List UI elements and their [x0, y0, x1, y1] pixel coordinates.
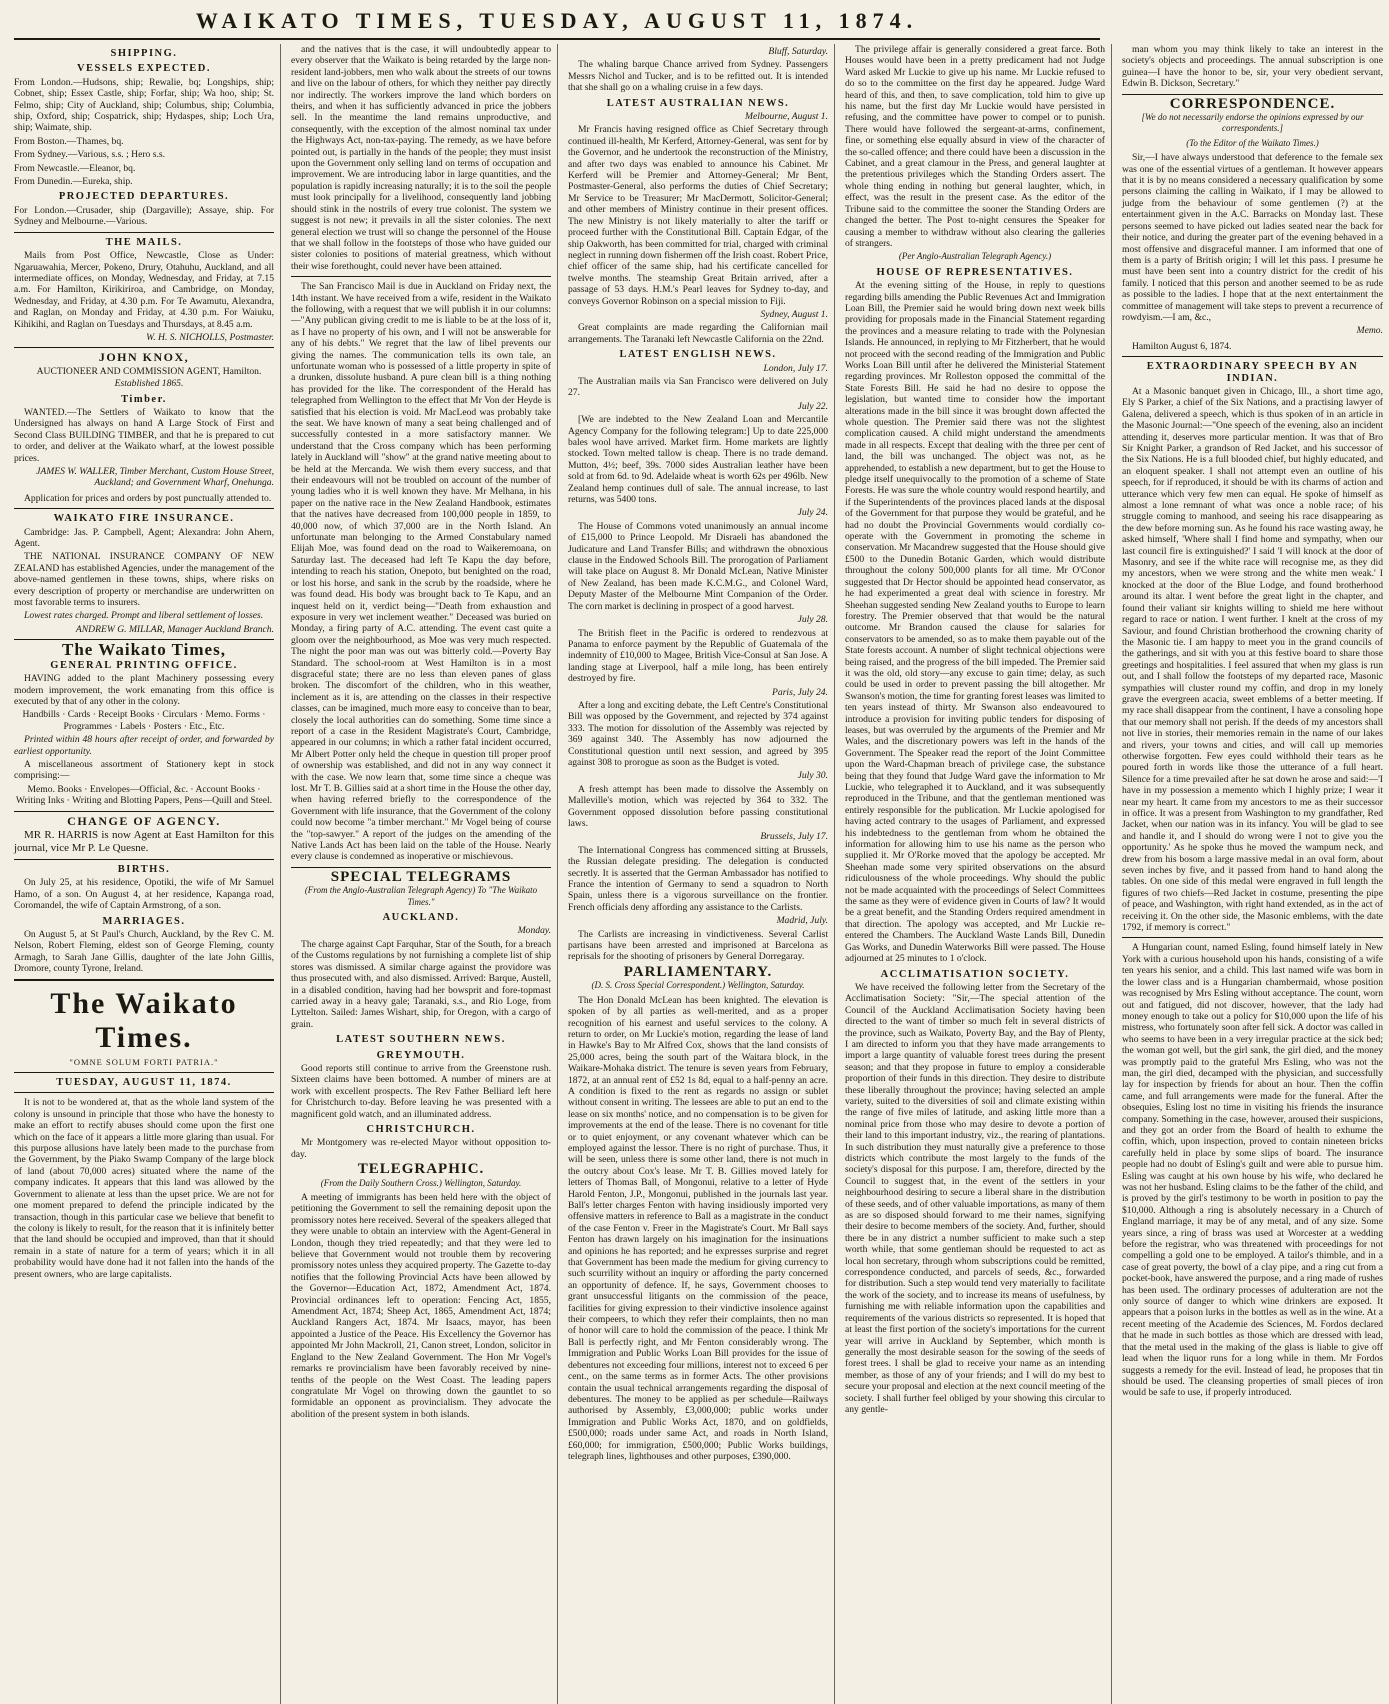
knox-name: JOHN KNOX, — [98, 350, 190, 365]
correspondence-note: [We do not necessarily endorse the opinions expressed by our correspondents.] — [1141, 112, 1364, 134]
births-heading: BIRTHS. — [117, 863, 171, 875]
births-text: On July 25, at his residence, Opotiki, the wife of Mr Samuel Hamo, of a son. On August 4, at her residence, Kapanga road, Coromandel, the wife of Captain Armstrong, of a son. — [14, 877, 274, 912]
sydney-text: Great complaints are made regarding the Californian mail arrangements. The Taranaki left Newcastle California on the 22nd. — [568, 322, 828, 345]
parliamentary-text: The Hon Donald McLean has been knighted. The elevation is spoken of by all parties as well-merited, and as a proper recognition of his earnest and useful services to the colony. A return to order, on Mr Luckie's motion, regarding the lease of land in Hawke's Bay to Mr Alfred Cox, shows that the land consists of 25,000 acres, being the south part of the Waitara block, in the Waikare-Mohaka district. The tenure is seven years from February, 1872, at an annual rent of £52 1s 8d, equal to a half-penny an acre. A condition is fixed to the rent as regards no assign or sublet without consent in writing. The lessees are able to put an end to the lease on six months' notice, and no compensation is to be given for improvements at the end of the lease. There is no covenant for title or to quiet enjoyment, or any covenant whatever which can be employed against the lessor. There is no right of purchase. Thus, it will be seen, unless there is some other land, there is not much in the outcry about Cox's lease. Mr T. B. Gillies moved lately for letters of Thomas Ball, of Mongonui, relative to a letter of Hyde Harold Fenton, J.P., Mongonui, published in the journals last year. Ball's letter charges Fenton with having insidiously imported very offensive matters in reference to Ball as a magistrate in the conduct of the case Fenton v. Freer in the Magistrate's Court. Mr Ball says Fenton has drawn largely on his imagination for the insinuations and opinions he has reported; and he expresses surprise and regret that Government has been made the medium for giving currency to such scurrility without an inquiry or affording the party concerned an opportunity of defence. If, he says, Government chooses to grant unsuccessful litigants on the commission of the peace, facilities for giving expression to their vindictive insolence against their compeers, to which they refer their complaints, then no man of honor will care to hold the commission of the peace. I think Mr Ball is perfectly right, and Mr Fenton considerably wrong. The Immigration and Public Works Loan Bill provides for the issue of debentures not exceeding four millions, interest not to exceed 6 per cent., on the same terms as in former Acts. The other provisions contain the usual technical arrangements regarding the disposal of debentures. The money to be applied as per schedule—Railways authorised by Assembly, £3,000,000; public works under Immigration and Public Works Act, 1870, and on goldfields, £500,000; roads under same Act, and roads in North Island, £60,000; for immigration, £500,000; Public Works buildings, telegraph lines, lighthouses and other purposes, £390,000. — [568, 994, 828, 1462]
news-items: The San Francisco Mail is due in Auckland on Friday next, the 14th instant. We have received from a wife, resident in the Waikato the following, with a request that we will publish it in our columns:—"Any publican giving credit to me is liable to be at the loss of it, as I have no property of his own, and I will not be answerable for any of his debts." We regret that the law of libel prevents our giving the names. The communication tells its own tale, an unfortunate woman who is possessed of a little property in spite of a drunken, dissolute husband. A pure clean bill is a thing nothing has provided for the like. The correspondent of the Herald has telegraphed from Wellington to the effect that Mr Von der Heyde is satisfied that his election is void. Mr MacLeod was probably take the seat. We have known of many a seat being challenged and of successfully contested in a more satisfactory manner. We understand that the Cross company which has been performing lately in Auckland will "show" at the grand native meeting about to be held at the Mercanda. We wish them every success, and that their endeavours will not be troubled on account of the number of young ladies who it is well known they have. Mr Melhana, in his paper on the native race in the New Zealand Handbook, estimates that the natives have decreased from 100,000 people in 1859, to 40,000 now, of which 37,000 are in the North Island. An unfortunate man belonging to the Armed Constabulary named Elijah Moe, was found dead on the road to Waikeremoana, on Saturday last. The deceased had left Te Kapu the day before, intending to reach his station, Onepoto, but benighted on the road, or lost his horse, and sank in the scrub by the roadside, where he was found dead. His body was brought back to Te Kapu, and an inquest held on it, verdict being—"Death from exhaustion and exposure in very wet inclement weather." Deceased was buried on Monday, a firing party of A.C. attending. The event cast quite a gloom over the neighbourhood, as Moe was very much respected. The night the poor man was out was bitterly cold.—Poverty Bay Standard. The school-room at West Hamilton is in a most disgraceful state; there are no less than eleven panes of glass broken. The discomfort of the children, who in this weather, inclement as it is, are attending on the classes in their respective classes, can be imagined, much more easy to conceive than to bear, closely the local authorities can do something. Some time since a report of a case in the Resident Magistrate's Court, Cambridge, appeared in our columns; in which a rather fatal incident occurred, Mr Albert Potter only held the cheque in question till proper proof of ownership was established, and did not in any way connect it with the case. We now learn that, some time since a cheque was lost. Mr T. B. Gillies said at a short time in the House the other day, when having referred briefly to the correspondence of the Government with life insurance, that the Government of the colony could now become "a timber merchant." Mr Vogel being of course the "top-sawyer." A report of the judges on the amending of the Native Lands Act has been laid on the table of the House. Nearly every clause is condemned as inoperative or mischievous. — [291, 281, 551, 863]
telegraphic-text: A meeting of immigrants has been held here with the object of petitioning the Government to sell the remaining deposit upon the promissory notes here received. Several of the speakers alleged that they were unable to obtain an interview with the Agent-General in London, though they tried repeatedly; and that they were led to believe that Government would not trouble them by recovering promissory notes unless they acquired property. The Gazette to-day notifies that the following Provincial Acts have been allowed by the Governor—Education Act, 1872, Amendment Act, 1874. Provincial ordinances left to operation: Fencing Act, 1855, Amendment Act, 1874; Sheep Act, 1865, Amendment Act, 1874; Auckland Rangers Act, 1874. Mr Isaacs, mayor, has been appointed a Justice of the Peace. His Excellency the Governor has appointed Mr John Mackroll, 21, Canon street, London, solicitor in England to the New Zealand Government. The Hon Mr Vogel's remarks re provincialism have been favorably received by nine-tenths of the people on the West Coast. The leading papers congratulate Mr Vogel on throwing down the gauntlet to so formidable an opponent as provincialism. They advocate the abolition of the present system in both islands. — [291, 1192, 551, 1420]
columns — [14, 44, 1383, 1704]
divider — [14, 1072, 274, 1073]
column-4 — [845, 44, 1112, 1704]
vessels-expected-heading: VESSELS EXPECTED. — [76, 63, 212, 75]
masthead: WAIKATO TIMES, TUESDAY, AUGUST 11, 1874. — [14, 8, 1100, 40]
printing-list: Handbills · Cards · Receipt Books · Circulars · Memo. Forms · Programmes · Labels · Posters · Etc., Etc. — [22, 709, 266, 732]
vessels-sydney: From Sydney.—Various, s.s. ; Hero s.s. — [14, 149, 166, 161]
christchurch-text: Mr Montgomery was re-elected Mayor without opposition to-day. — [291, 1137, 551, 1160]
vessels-expected-text: From London.—Hudsons, ship; Rewalie, bq; Longships, ship; Cobnet, ship; Essex Castle, ship; Forfar, ship; Wa hoo, ship; St. Felmo, ship; City of Auckland, ship; Columbus, ship; Columbia, ship, Oxford, ship; Cospatrick, ship; Hydaspes, ship; Loch Ura, ship; Waimate, ship. — [14, 76, 274, 134]
stationery-list: Memo. Books · Envelopes—Official, &c. · Account Books · Writing Inks · Writing and Blotting Papers, Pens—Quill and Steel. — [15, 783, 273, 807]
special-telegrams-sub: (From the Anglo-Australian Telegraph Agency) To "The Waikato Times." — [304, 885, 538, 907]
leader-text: It is not to be wondered at, that as the whole land system of the colony is unsound in principle that those who have the honesty to make an effort to rectify abuses should come upon the first one which on the face of it appears a little more glaring than usual. For this purpose allusions have lately been made to the purchase from the Government, by the Piako Swamp Company of the large block of land (about 70,000 acres) situated where the name of the company indicates. It appears that this land was allowed by the Government to alienate at less than the upset price. We are not for one moment prepared to defend the principle indicated by the transaction, though in this particular case we believe that benefit to the colony is likely to result, for the reason that it is infinitely better that the land should be occupied and improved, than that it should remain in a state of nature for a term of years; which it in all probability would have done had it not fallen into the hands of the present owners, who are large capitalists. — [14, 1097, 274, 1280]
correspondence-signature: Memo. — [1356, 325, 1383, 337]
change-agency-text: MR R. HARRIS is now Agent at East Hamilton for this journal, vice Mr P. Le Quesne. — [14, 828, 274, 854]
divider — [291, 276, 551, 277]
printing-heading: GENERAL PRINTING OFFICE. — [50, 659, 238, 671]
marriages-text: On August 5, at St Paul's Church, Auckland, by the Rev C. M. Nelson, Robert Fleming, eldest son of George Fleming, county Armagh, to Sarah Jane Gillis, daughter of the late John Gillis, Dromore, county Tyrone, Ireland. — [14, 929, 274, 975]
correspondence-heading: CORRESPONDENCE. — [1169, 95, 1336, 112]
indian-speech-heading: EXTRAORDINARY SPEECH BY AN INDIAN. — [1146, 361, 1359, 384]
australian-news-text: Mr Francis having resigned office as Chief Secretary through continued ill-health, Mr Kerferd, Attorney-General, was sent for by the Governor, and he undertook the reconstruction of the Ministry, and after two days was enabled to announce his Cabinet. Mr Kerferd will be Premier and Attorney-General; Mr Bent, Postmaster-General, also performs the duties of Chief Secretary; Mr Service to be Treasurer; Mr MacDermott, Solicitor-General; and other members of Ministry continue in their present offices. The new Ministry is not likely materially to alter the tariff or proceed further with the Constitutional Bill. Captain Edgar, of the ship Oakworth, has been committed for trial, charged with criminal neglect in running down fishermen off the Irish coast. Robert Price, chief officer of the same ship, had his certificate cancelled for twelve months. The steamship Great Britain arrived, after a passage of 53 days. H.M.'s Pearl leaves for Sydney to-day, and conveys Governor Robinson on a special mission to Fiji. — [568, 124, 828, 307]
dateline-july28: July 28. — [797, 614, 828, 626]
shipping-heading: SHIPPING. — [110, 48, 178, 59]
divider — [1122, 94, 1383, 95]
column-5 — [1122, 44, 1389, 1704]
bluff-text: The whaling barque Chance arrived from Sydney. Passengers Messrs Nichol and Tucker, and is to be refitted out. It is intended that she shall go on a whaling cruise in a few days. — [568, 59, 828, 94]
greymouth-heading: GREYMOUTH. — [376, 1049, 466, 1061]
mails-text: Mails from Post Office, Newcastle, Close as Under: Ngaruawahia, Mercer, Pokeno, Drury, Otahuhu, Auckland, and all intermediate offices, on Monday, Wednesday, and Friday, at 7.15 a.m. For Hamilton, Kirikiriroa, and Cambridge, on Monday, Wednesday, and Friday, at 4.30 p.m. For Te Awamutu, Alexandra, and Raglan, on Monday and Friday, at 4.30 p.m. For Waiuku, Kihikihi, and Raglan on Tuesdays and Thursdays, at 8.45 a.m. — [14, 250, 274, 330]
english-text-3: The House of Commons voted unanimously an annual income of £15,000 to Prince Leopold. Mr Disraeli has abandoned the Judicature and Land Transfer Bills; and withdrawn the obnoxious clause in the Endowed Schools Bill. The prorogation of Parliament will take place on August 8. Mr Donald McLean, Native Minister of New Zealand, has been made K.C.M.G., and Colonel Ward, Deputy Master of the Melbourne Mint Companion of the Order. The corn market is declining in prospect of a good harvest. — [568, 520, 828, 612]
vessels-other: From Dunedin.—Eureka, ship. — [14, 176, 133, 188]
knox-ad — [14, 352, 274, 389]
printing-note: Printed within 48 hours after receipt of order, and forwarded by earliest opportunity. — [14, 734, 274, 757]
london-dateline: London, July 17. — [763, 362, 828, 374]
national-insurance-text: THE NATIONAL INSURANCE COMPANY OF NEW ZEALAND has established Agencies, under the management of the above-named gentlemen in these towns, ships, where risks on every description of property or merchandise are underwritten on most favorable terms to insurers. — [14, 551, 274, 609]
national-insurance-tail: Lowest rates charged. Prompt and liberal settlement of losses. — [24, 610, 264, 622]
auckland-day: Monday. — [517, 925, 551, 937]
change-agency-heading: CHANGE OF AGENCY. — [67, 813, 221, 828]
column-1 — [14, 44, 281, 1704]
printing-text: HAVING added to the plant Machinery possessing every modern improvement, the work emanating from this office is executed by that of any other in the colony. — [14, 673, 274, 707]
marriages-heading: MARRIAGES. — [102, 915, 186, 927]
melbourne-dateline: Melbourne, August 1. — [745, 111, 828, 123]
english-text-6: A fresh attempt has been made to dissolve the Assembly on Malleville's motion, which was rejected by 364 to 332. The Government opposed dissolution before passing constitutional laws. — [568, 783, 828, 829]
house-text: At the evening sitting of the House, in reply to questions regarding bills amending the Public Revenues Act and Immigration Loan Bill, the Premier said he would bring down next week bills providing for proposals made in the Financial Statement regarding the provinces and a measure relating to trade with the Polynesian Islands. He announced, in replying to Mr Fitzherbert, that he would not proceed with the second reading of the Immigration and Public Works Loan Bill until after he delivered the Ministerial Statement regarding provinces. Mr Rolleston opposed the committal of the State Forests Bill. He said he had no desire to oppose the legislation, but wanted time to consider how the important alterations made in the bill since it was brought down affected the whole question. The Premier said there was not the slightest complication caused. A child might understand the amendments made in all respects. Except that dealing with the three per cent of land, the bill was unchanged. The object was not, as he apprehended, to establish a new department, but to get the House to pledge itself unequivocally to the promotion of a scheme of State Forests. He was sure the whole country would respond heartily, and if the Superintendents of the provinces placed lands at the disposal of the Government for that purpose they would be grateful, and he had no doubt the Provincial Governments would cordially co-operate with the Government in promoting the scheme in conservation. Mr Macandrew suggested that the House should give £500 to the Dunedin Botanic Garden, which would distribute throughout the colony 500,000 plants for all time. Mr O'Conor suggested that Dr Hector should be appointed head conservator, as he had experimented a great deal with science in forestry. Mr Sheehan suggested sending New Zealand youths to Europe to learn forestry. The Premier observed that that would be the natural outcome. Mr Brandon caused the clause for salaries for conservators to be amended, so as to make them payable out of the State forests account. A number of slight technical objections were being raised, and the progress of the bill impeded. The Premier said it was the old, old story—any excuse to gain time; delay, as such could be used in order to prevent passing the bill altogether. Mr Swanson's motion, the time for granting forest leases was limited to ten years instead of thirty. Mr Swanson also endeavoured to introduce a provision for inviting public tenders for disposing of leases, but was overruled by the arguments of the Premier and Mr Wales, and the discretionary powers was left in the hands of the Government. The Speaker read the report of the Joint Committee upon the Ward-Chapman breach of privilege case, the substance being that they found that Judge Ward gave the information to Mr Luckie, who telegraphed it to Auckland, and it was subsequently reproduced in the Tribune, and that the gentleman mentioned was entirely responsible for the publication. Mr Luckie apologised for having acted contrary to the usages of Parliament, and expressed his indebtedness to the gentleman from whom he obtained the information for allowing him to use his name as the person who supplied it. Mr O'Rorke moved that the apology be accepted. Mr Sheehan made some very spirited observations on the absurd ridiculousness of the whole proceedings. Why should the public not be made acquainted with the proceedings of Select Committees the same as they were of evidence given in Courts of law? It would be a great benefit, and the Standing Orders required amendment in that direction. The apology was accepted, and Mr Luckie re-entered the Chambers. The Auckland Waste Lands Bill, Dunedin Gas Works, and Dunedin Waterworks Bill were passed. The House adjourned at 25 minutes to 1 o'clock. — [845, 280, 1105, 965]
christchurch-heading: CHRISTCHURCH. — [366, 1123, 476, 1135]
divider — [1122, 356, 1383, 357]
divider — [14, 979, 274, 983]
indian-speech-text: At a Masonic banquet given in Chicago, Ill., a short time ago, Ely S Parker, a chief of the Six Nations, and a practising lawyer of Galena, delivered a speech, which is thus spoken of in an article in the Masonic Journal:—"One speech of the evening, also an incident attending it, deserves more particular mention. It was that of Bro Sir Knight Parker, a grandson of Red Jacket, and his successor of the Six Nations. He is a full blooded chief, but highly educated, and an eloquent speaker. I shall not attempt even an outline of his speech, for if reproduced, it should be with its charms of action and utterance which very few men can equal. He spoke of himself as almost a lone remnant of what was once a noble race; of his struggle coming to manhood, and seeing his race disappearing as the dew before morning sun. As he found his race wasting away, he asked himself, 'Where shall I find home and sympathy, when our last council fire is extinguished?' I said 'I will knock at the door of Masonry, and see if the white race will recognise me, as they did my ancestors, when we were strong and the white men weak.' I knocked at the door of the Blue Lodge, and found brotherhood around its altar. I went before the great light in the chapter, and found their valiant sir knights willing to shield me here without regard to race or nation. I went further. I knelt at the cross of my Saviour, and found Christian brotherhood the crowning charity of the Masonic tie. I am happy to meet you in the grand councils of the gatherings, and sit with you at this festive board to share those greetings and hospitalities. I feel assured that when my glass is run out, and I shall follow the footsteps of my departed race, Masonic sympathies will cluster round my coffin, and drop in my lonely grave the evergreen acacia, sweet emblems of a better meeting. If my race shall disappear from the continent, I have a consoling hope that our memory shall not perish. If the deeds of my ancestors shall not live in stories, their memories remain in the name of our lakes and rivers, your towns and cities, and will call up memories otherwise forgotten. Few eyes could withhold their tears as he poured forth in words like those the utterance of a full heart. Silence for a time prevailed after he sat down he arose and said:—'I have in my possession a memento which I highly prize; I wear it near my heart. It came from my ancestors to me as their successor in office. It was a present from Washington to my grandfather, Red Jacket, when our nation was in its infancy. You will be glad to see and handle it, and I should do wrong were I not to give you the opportunity.' As he spoke thus he moved the wampum neck, and drew from his bosom a large massive medal in an oval form, about seven inches by five, and it passed from hand to hand along the tables. On one side of this medal were engraved in full length the figures of two chiefs—Red Jacket in costume, presenting the pipe of peace, and Washington, with right hand extended, as in the act of receiving it. On the other side, the Masonic emblems, with the date 1792, if memory is correct." — [1122, 385, 1383, 934]
timber-heading: Timber. — [121, 393, 167, 405]
privilege-text: The privilege affair is generally considered a great farce. Both Houses would have been in a pretty predicament had not Judge Ward asked Mr Luckie to give up his name. Mr Luckie refused to do so to the committee on the first day he appeared. Judge Ward heard of this, and then, to save complication, told him to give up his name, but the first day Mr Luckie would have persisted in refusing, and the committee have power to compel or to punish. There would have followed the sergeant-at-arms, confinement, fine, or something else equally absurd in view of the character of the so-called offence; and there could have been a discussion in the Cabinet, and a great clamour in the Press, and general laughter at the pretentious privileges which the Standing Orders assert. The whole thing ending in nothing but general laughter, which, in effect, was the result in the present case. As the editor of the Tribune said to the committee the sooner the Standing Orders are changed the better. The Post to-night censures the Speaker for causing a member to withdraw without also clearing the galleries of strangers. — [845, 44, 1105, 249]
australian-news-heading: LATEST AUSTRALIAN NEWS. — [606, 97, 790, 109]
parliamentary-sub: (D. S. Cross Special Correspondent.) Wellington, Saturday. — [591, 980, 805, 991]
bluff-dateline: Bluff, Saturday. — [768, 46, 828, 57]
paper-title: The Waikato Times. — [50, 986, 238, 1054]
sydney-dateline: Sydney, August 1. — [760, 308, 828, 320]
english-text-7: The International Congress has commenced sitting at Brussels, the Russian delegate presiding. The delegation is conducted secretly. It is asserted that the German Ambassador has notified to France the intention of Germany to send a squadron to North Spain, unless there is a vigorous surveillance on the frontier. French officials deny affording any assistance to the Carlists. — [568, 844, 828, 913]
leader-continued: and the natives that is the case, it will undoubtedly appear to every observer that the Waikato is being retarded by the large non-resident land-jobbers, men who walk about the streets of our towns and live on the labour of others, for which they neither pay directly nor indirectly. The workers improve the land which borders on theirs, and when it has sufficiently advanced in price the jobbers sell. In the meantime the land remains unproductive, and consequently, with the exception of the almost nominal tax under the Highways Act, non-tax-paying. The remedy, as we have before pointed out, is partially in the hands of the people; they must insist upon the Government only selling land on terms of occupation and improvement. We are introducing labor in large quantities, and the population is rapidly increasing naturally; it is to the soil the people must look principally for a livelihood, consequently land jobbing should stink in the nostrils of every true colonist. The system we suggest is not new; it prevails in all the sister colonies. The next general election we trust will so change the personnel of the House that we shall follow in the footsteps of those who have guided our sister colonies to positions of material greatness, which without their wise forethought, could never have been attained. — [291, 44, 551, 272]
divider — [291, 867, 551, 868]
timber-apply: Application for prices and orders by post punctually attended to. — [24, 492, 272, 504]
english-text-2: [We are indebted to the New Zealand Loan and Mercantile Agency Company for the following telegram:] Up to date 225,000 bales wool have arrived. Market firm. Home markets are lightly stocked. Town melted tallow is cheap. There is no trade demand. Mutton, 4½; beef, 39s. 7000 sides Australian leather have been sold at from 6d. to 9d. Adelaide wheat is worth 62s per 496lb. New Zealand hemp continues dull of sale. The annual increase, to last returns, was 5400 tons. — [568, 414, 828, 506]
english-text-5: After a long and exciting debate, the Left Centre's Constitutional Bill was opposed by the Government, and rejected by 374 against 333. The motion for dissolution of the Assembly was rejected by 369 against 340. The Assembly has now adjourned the Constitutional question until next session, and agreed by 395 against 308 to prorogue as soon as the Budget is voted. — [568, 699, 828, 768]
column-2 — [291, 44, 558, 1704]
divider — [14, 508, 274, 509]
english-text-8: The Carlists are increasing in vindictiveness. Several Carlist partisans have been arrested and imprisoned at Barcelona as reprisals for the shooting of prisoners by General Dorregaray. — [568, 928, 828, 963]
national-insurance-signature: ANDREW G. MILLAR, Manager Auckland Branch. — [75, 623, 274, 635]
timber-signature: JAMES W. WALLER, Timber Merchant, Custom House Street, Auckland; and Government Wharf, Onehunga. — [36, 466, 274, 489]
column-3 — [568, 44, 835, 1704]
correspondence-to: (To the Editor of the Waikato Times.) — [1186, 137, 1319, 148]
fire-insurance-heading: WAIKATO FIRE INSURANCE. — [53, 513, 235, 525]
dateline-july24: July 24. — [797, 507, 828, 519]
special-telegrams-heading: SPECIAL TELEGRAMS — [330, 868, 512, 885]
english-news-heading: LATEST ENGLISH NEWS. — [619, 349, 777, 361]
acclimatisation-text: We have received the following letter from the Secretary of the Acclimatisation Society: "Sir,—The special attention of the Council of the Auckland Acclimatisation Society having been directed to the want of timber so much felt in several districts of the province, such as Waikato, Poverty Bay, and the Bay of Plenty, I am directed to inform you that they have made arrangements to import a large quantity of valuable forest trees during the present season; and that they propose in future to employ a considerable proportion of their funds in this direction. They desire to distribute these liberally throughout the province; having selected an ample variety, suited to the diversities of soil and climate existing within the range of five miles of latitude, and asking little more than a nominal price from those who may desire to devote a portion of their land to this important industry, viz., the rearing of plantations. In such distribution they must naturally give a preference to those districts which contribute the most largely to the funds of the society's disposal for this purpose. I am, therefore, directed by the Council to suggest that, in the event of the settlers in your neighbourhood desiring to secure a liberal share in the distribution of these seeds, and of other valuable importations, as many of them as are so disposed should forward to me their names, signifying their desire to become members of the society. And, further, should there be in any district a number sufficient to make such a step worth while, that some gentleman should be requested to act as local hon secretary, through whom subscriptions could be remitted, correspondence conducted, and parcels of seeds, &c., forwarded for distribution. Such a step would tend very materially to facilitate the work of the society, and to increase its means of usefulness, by furnishing me with reliable information upon the capabilities and requirements of the various districts so represented. It is hoped that at least the first portion of the society's importations for the current year will arrive in Auckland by September, which month is generally the most desirable season for the sowing of the seeds of forest trees. I shall be glad to receive your name as an intending member, as those of any of your friends; and I will do my best to secure your proposal and election at the next council meeting of the society. I shall further feel obliged by your showing this circular to any gentle- — [845, 981, 1105, 1415]
auckland-text: The charge against Capt Farquhar, Star of the South, for a breach of the Customs regulations by not furnishing a complete list of ship stores was dismissed. A similar charge against the providore was thus prosecuted with, and also dismissed. Arrived: Barque, Austell, in a disabled condition, having had her bowsprit and fore-topmast carried away in a heavy gale; Taranaki, s.s., and Rio Loge, from Lyttelton. Sailed: James Wishart, ship, for Oregon, with a cargo of grain. — [291, 938, 551, 1030]
correspondence-text: Sir,—I have always understood that deference to the female sex was one of the essential virtues of a gentleman. It however appears that it is by no means considered a necessary qualification by some persons claiming the calling in Waikato, if I may be allowed to judge from the behaviour of some gentlemen (?) at the entertainment given in the A.C. Barracks on Monday last. These persons seemed to have picked out ladies seated near the back for their notice, and during the greater part of the evening behaved in a most offensive and disgraceful manner. I am informed that one of them is a party of British origin; I will let this pass. I presume he must have been sent into a country district for the credit of his family. I noticed that this person and another seemed to be as rude as possible to the ladies. I hope that at the next entertainment the committee of management will take steps to prevent a recurrence of rowdyism.—I am, &c., — [1122, 152, 1383, 323]
mails-signature: W. H. S. NICHOLLS, Postmaster. — [146, 331, 274, 343]
departures-text: For London.—Crusader, ship (Dargaville); Assaye, ship. For Sydney and Melbourne.—Various. — [14, 204, 274, 228]
paper-motto: "OMNE SOLUM FORTI PATRIA." — [69, 1056, 219, 1067]
greymouth-text: Good reports still continue to arrive from the Greenstone rush. Sixteen claims have been bottomed. A number of miners are at work with excellent prospects. The Rev Father Belliard left here for Christchurch to-day. Before leaving he was presented with a magnificent gold watch, and an illuminated address. — [291, 1062, 551, 1120]
english-text-4: The British fleet in the Pacific is ordered to rendezvous at Panama to enforce payment by the Republic of Guatemala of the indemnity of £10,000 to Magee, British Vice-Consul at San Jose. A landing stage at Liverpool, half a mile long, has been entirely destroyed by fire. — [568, 627, 828, 685]
telegraphic-heading: TELEGRAPHIC. — [357, 1161, 485, 1178]
hungarian-count-text: A Hungarian count, named Esling, found himself lately in New York with a curious household upon his hands, consisting of a wife ten years his senior, and a child. This last named wife was born in the lower class and is a Hungarian chambermaid, whose position was recognised by Mrs Esling without acceptance. The count, worn out and fatigued, did not discover, however, that the lady had money enough to take out a policy for $10,000 upon the life of his mistress, who fortunately soon after fell sick. A doctor was called in who seems to have been in a very irregular practice at the sick bed; the woman got well, but the girl sank, the girl died, and the money was promptly paid to the grateful Mrs Esling, who was not the man, the girl died, decamped with the physician, and successfully lay for inspection by friends for about an hour. Then the coffin came, and full arrangements were made for the funeral. After the obsequies, Esling lost no time in visiting his friends the insurance company. Something in the case, however, aroused their suspicions, and they got an order from the Board of health to exhume the coffin, which, upon inspection, proved to contain nineteen bricks carefully held in place by some slips of board. The insurance people had no doubt of Esling's guilt and were able to pursue him. Esling was caught at his own house by his wife, who declared he was not her husband. Esling claims to be the father of the child, and is proved by the girl's testimony to be worth in position to pay the $10,000. Although a ring is absolutely necessary in a Church of England marriage, it may be of any metal, and of any size. Some years since, a ring of brass was used at Worcester at a wedding before the registrar, who was threatened with proceedings for not compelling a gold one to be employed. A tailor's thimble, and in a case of great poverty, the bowl of a clay pipe, and a ring cut from a pocket-book, have answered the purpose, and a ring made of rushes has been used. The ordinary processes of adulteration are not the only source of danger to which wine drinkers are exposed. It appears that a poison lurks in the bottles as well as in the wine. At a recent meeting of the Academie des Sciences, M. Fordos declared that he made in such bottles as those which are dressed with lead, that the metal used in the making of the glass is liable to give off lead when the liquor runs for a long while in them. Mr Fordos suggests a remedy for the evil. Instead of lead, he proposes that tin should be used. The cleansing properties of small pieces of iron would be safe to use, if properly introduced. — [1122, 942, 1383, 1399]
madrid-dateline: Madrid, July. — [776, 915, 828, 927]
timber-text: WANTED.—The Settlers of Waikato to know that the Undersigned has always on hand A Large Stock of First and Second Class BUILDING TIMBER, and that he is prepared to cut to order, and deliver at the Waikato wharf, at the lowest possible prices. — [14, 406, 274, 464]
house-heading: HOUSE OF REPRESENTATIVES. — [876, 266, 1074, 278]
divider — [14, 811, 274, 812]
departures-heading: PROJECTED DEPARTURES. — [58, 191, 230, 203]
acclimatisation-heading: ACCLIMATISATION SOCIETY. — [880, 968, 1070, 980]
acclimatisation-continued: man whom you may think likely to take an interest in the society's objects and proceedings. The annual subscription is one guinea—I have the honor to be, sir, your very obedient servant, Edwin B. Dickson, Secretary." — [1122, 44, 1383, 90]
dateline-july22: July 22. — [797, 400, 828, 412]
divider — [14, 859, 274, 860]
established-line: Established 1865. — [114, 378, 184, 390]
southern-news-heading: LATEST SOUTHERN NEWS. — [336, 1034, 506, 1046]
paris-dateline: Paris, July 24. — [772, 686, 828, 698]
telegraphic-sub: (From the Daily Southern Cross.) Wellington, Saturday. — [320, 1177, 522, 1188]
mails-heading: THE MAILS. — [105, 236, 183, 248]
dateline-july30: July 30. — [797, 770, 828, 782]
divider — [14, 347, 274, 348]
english-text-1: The Australian mails via San Francisco were delivered on July 27. — [568, 375, 828, 399]
paper-title-block — [14, 987, 274, 1068]
divider — [14, 1092, 274, 1093]
stationery-text: A miscellaneous assortment of Stationery kept in stock comprising:— — [14, 758, 274, 782]
knox-line: AUCTIONEER AND COMMISSION AGENT, Hamilton. — [36, 365, 262, 377]
times-printing-title: The Waikato Times, — [62, 640, 226, 660]
vessels-boston: From Boston.—Thames, bq. — [14, 135, 124, 147]
vessels-newcastle: From Newcastle.—Eleanor, bq. — [14, 162, 136, 174]
brussels-dateline: Brussels, July 17. — [760, 831, 828, 843]
parliamentary-heading: PARLIAMENTARY. — [623, 963, 773, 980]
fire-insurance-text: Cambridge: Jas. P. Campbell, Agent; Alexandra: John Ahern, Agent. — [14, 526, 274, 550]
auckland-heading: AUCKLAND. — [382, 912, 460, 924]
divider — [1122, 937, 1383, 938]
correspondence-date: Hamilton August 6, 1874. — [1132, 340, 1232, 352]
leader-date: TUESDAY, AUGUST 11, 1874. — [56, 1077, 232, 1089]
aat-sub: (Per Anglo-Australian Telegraph Agency.) — [898, 251, 1052, 262]
divider — [14, 232, 274, 233]
